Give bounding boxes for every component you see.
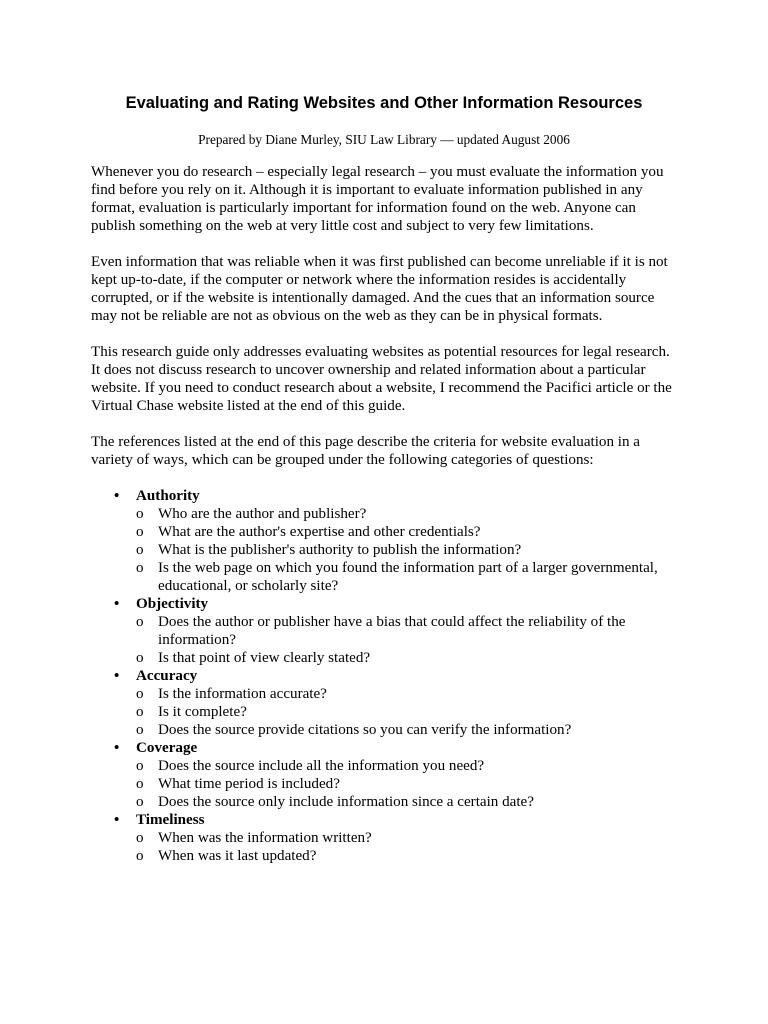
question-text-continued: information? bbox=[158, 632, 236, 648]
sub-bullet-icon: o bbox=[136, 614, 144, 630]
question-text: What time period is included? bbox=[158, 776, 340, 792]
paragraph-line: find before you rely on it. Although it is important to evaluate information published in any bbox=[91, 182, 643, 198]
category-coverage bbox=[0, 739, 768, 811]
question-list bbox=[136, 757, 768, 811]
question-text: Does the source only include information since a certain date? bbox=[158, 794, 534, 810]
question-item bbox=[136, 721, 768, 739]
paragraph-2 bbox=[91, 253, 691, 325]
paragraph-line: This research guide only addresses evaluating websites as potential resources for legal research. bbox=[91, 344, 670, 360]
sub-bullet-icon: o bbox=[136, 776, 144, 792]
category-title: Accuracy bbox=[136, 668, 198, 684]
question-item bbox=[136, 847, 768, 865]
paragraph-line: publish something on the web at very little cost and subject to very few limitations. bbox=[91, 218, 594, 234]
question-list bbox=[136, 685, 768, 739]
category-accuracy bbox=[0, 667, 768, 739]
question-text-continued: educational, or scholarly site? bbox=[158, 578, 339, 594]
bullet-icon: • bbox=[114, 596, 120, 612]
question-item bbox=[136, 775, 768, 793]
question-item bbox=[136, 523, 768, 541]
paragraph-line: website. If you need to conduct research about a website, I recommend the Pacifici article or the bbox=[91, 380, 672, 396]
bullet-icon: • bbox=[114, 488, 120, 504]
criteria-list bbox=[0, 487, 768, 865]
question-text: What is the publisher's authority to publish the information? bbox=[158, 542, 522, 558]
paragraph-1 bbox=[91, 163, 691, 235]
sub-bullet-icon: o bbox=[136, 722, 144, 738]
document-title: Evaluating and Rating Websites and Other Information Resources bbox=[125, 94, 643, 112]
sub-bullet-icon: o bbox=[136, 506, 144, 522]
paragraph-line: Even information that was reliable when it was first published can become unreliable if it is not bbox=[91, 254, 668, 270]
question-list bbox=[136, 505, 768, 595]
category-timeliness bbox=[0, 811, 768, 865]
question-item bbox=[136, 793, 768, 811]
question-list bbox=[136, 613, 768, 667]
paragraph-3 bbox=[91, 343, 691, 415]
sub-bullet-icon: o bbox=[136, 830, 144, 846]
question-text: Is that point of view clearly stated? bbox=[158, 650, 371, 666]
question-item bbox=[136, 703, 768, 721]
bullet-icon: • bbox=[114, 668, 120, 684]
sub-bullet-icon: o bbox=[136, 704, 144, 720]
category-objectivity bbox=[0, 595, 768, 667]
sub-bullet-icon: o bbox=[136, 686, 144, 702]
paragraph-line: Whenever you do research – especially legal research – you must evaluate the information you bbox=[91, 164, 664, 180]
question-item bbox=[136, 559, 768, 595]
bullet-icon: • bbox=[114, 740, 120, 756]
paragraph-line: It does not discuss research to uncover ownership and related information about a particular bbox=[91, 362, 646, 378]
sub-bullet-icon: o bbox=[136, 650, 144, 666]
sub-bullet-icon: o bbox=[136, 524, 144, 540]
question-item bbox=[136, 757, 768, 775]
question-list bbox=[136, 829, 768, 865]
question-text: When was it last updated? bbox=[158, 848, 317, 864]
paragraph-line: format, evaluation is particularly important for information found on the web. Anyone can bbox=[91, 200, 636, 216]
bullet-icon: • bbox=[114, 812, 120, 828]
paragraph-4 bbox=[91, 433, 691, 469]
category-title: Timeliness bbox=[136, 812, 205, 828]
sub-bullet-icon: o bbox=[136, 560, 144, 576]
category-title: Authority bbox=[136, 488, 200, 504]
paragraph-line: may not be reliable are not as obvious on the web as they can be in physical formats. bbox=[91, 308, 603, 324]
sub-bullet-icon: o bbox=[136, 794, 144, 810]
paragraph-line: kept up-to-date, if the computer or network where the information resides is accidentally bbox=[91, 272, 627, 288]
question-item bbox=[136, 541, 768, 559]
category-title: Objectivity bbox=[136, 596, 209, 612]
question-item bbox=[136, 829, 768, 847]
question-item bbox=[136, 613, 768, 649]
question-text: Is the information accurate? bbox=[158, 686, 327, 702]
question-text: What are the author's expertise and other credentials? bbox=[158, 524, 481, 540]
question-text: Who are the author and publisher? bbox=[158, 506, 367, 522]
question-item bbox=[136, 505, 768, 523]
paragraph-line: Virtual Chase website listed at the end of this guide. bbox=[91, 398, 406, 414]
sub-bullet-icon: o bbox=[136, 758, 144, 774]
question-text: When was the information written? bbox=[158, 830, 372, 846]
paragraph-line: variety of ways, which can be grouped under the following categories of questions: bbox=[91, 452, 594, 468]
question-text: Does the source include all the information you need? bbox=[158, 758, 485, 774]
category-title: Coverage bbox=[136, 740, 198, 756]
question-text: Is the web page on which you found the information part of a larger governmental, bbox=[158, 560, 658, 576]
sub-bullet-icon: o bbox=[136, 542, 144, 558]
paragraph-line: The references listed at the end of this page describe the criteria for website evaluation in a bbox=[91, 434, 641, 450]
question-text: Is it complete? bbox=[158, 704, 247, 720]
question-item bbox=[136, 649, 768, 667]
byline: Prepared by Diane Murley, SIU Law Library — updated August 2006 bbox=[198, 132, 570, 147]
question-item bbox=[136, 685, 768, 703]
paragraph-line: corrupted, or if the website is intentionally damaged. And the cues that an information source bbox=[91, 290, 655, 306]
sub-bullet-icon: o bbox=[136, 848, 144, 864]
category-authority bbox=[0, 487, 768, 595]
question-text: Does the source provide citations so you can verify the information? bbox=[158, 722, 572, 738]
question-text: Does the author or publisher have a bias that could affect the reliability of the bbox=[158, 614, 626, 630]
